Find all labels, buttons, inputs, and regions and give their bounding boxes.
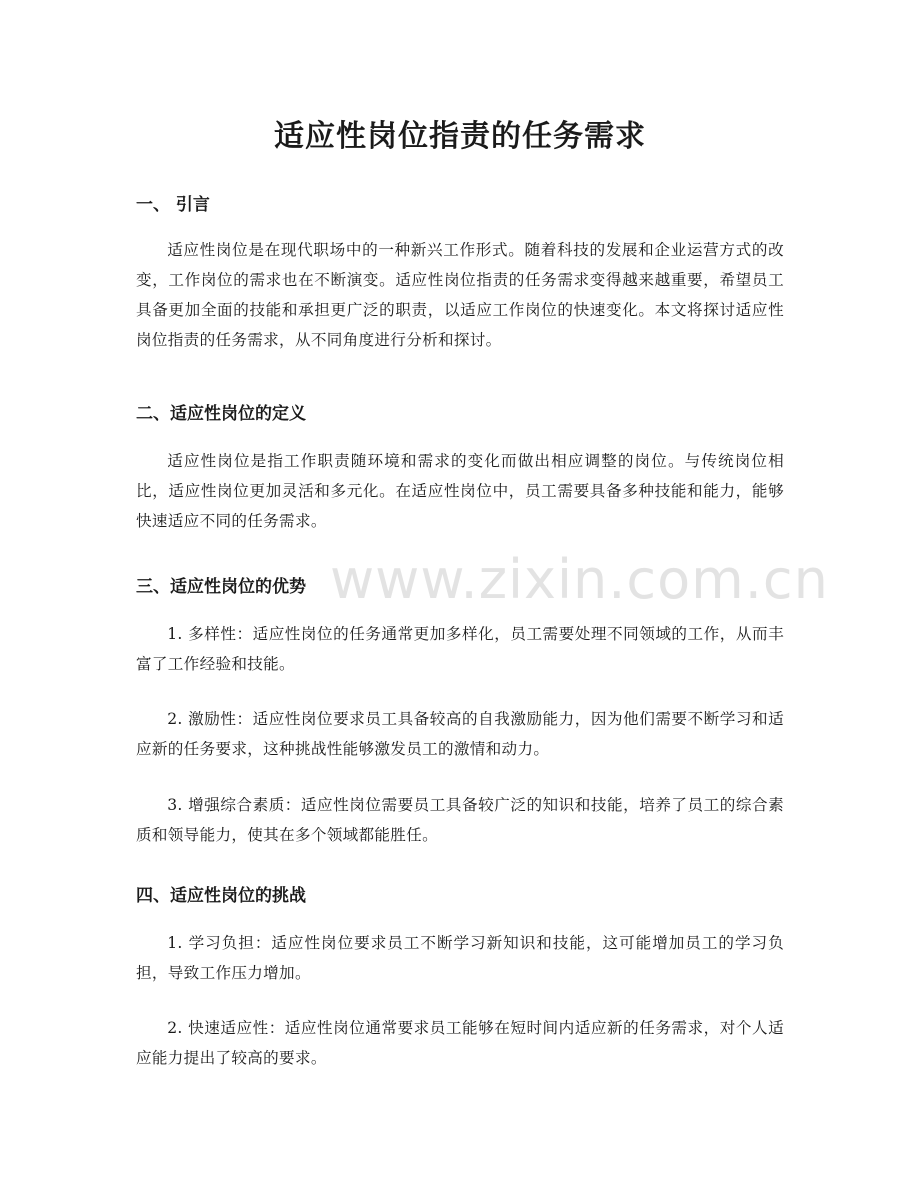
watermark: www.zixin.com.cn bbox=[330, 548, 829, 611]
paragraph-introduction: 适应性岗位是在现代职场中的一种新兴工作形式。随着科技的发展和企业运营方式的改变，工作岗位的需求也在不断演变。适应性岗位指责的任务需求变得越来越重要，希望员工具备更加全面的技能和承担更广泛的职责，以适应工作岗位的快速变化。本文将探讨适应性岗位指责的任务需求，从不同角度进行分析和探讨。 bbox=[136, 241, 784, 349]
list-item-advantage-1: 1. 多样性：适应性岗位的任务通常更加多样化，员工需要处理不同领域的工作，从而丰富了工作经验和技能。 bbox=[136, 625, 784, 673]
section-heading-definition: 二、适应性岗位的定义 bbox=[136, 404, 306, 424]
section-heading-advantages: 三、适应性岗位的优势 bbox=[136, 577, 306, 597]
document-title: 适应性岗位指责的任务需求 bbox=[274, 119, 646, 154]
list-item-advantage-2: 2. 激励性：适应性岗位要求员工具备较高的自我激励能力，因为他们需要不断学习和适应新的任务要求，这种挑战性能够激发员工的激情和动力。 bbox=[136, 710, 784, 758]
list-item-advantage-3: 3. 增强综合素质：适应性岗位需要员工具备较广泛的知识和技能，培养了员工的综合素质和领导能力，使其在多个领域都能胜任。 bbox=[136, 796, 784, 844]
section-heading-introduction: 一、 引言 bbox=[136, 195, 210, 215]
list-item-challenge-2: 2. 快速适应性：适应性岗位通常要求员工能够在短时间内适应新的任务需求，对个人适应能力提出了较高的要求。 bbox=[136, 1019, 784, 1067]
list-item-challenge-1: 1. 学习负担：适应性岗位要求员工不断学习新知识和技能，这可能增加员工的学习负担，导致工作压力增加。 bbox=[136, 934, 784, 982]
paragraph-definition: 适应性岗位是指工作职责随环境和需求的变化而做出相应调整的岗位。与传统岗位相比，适应性岗位更加灵活和多元化。在适应性岗位中，员工需要具备多种技能和能力，能够快速适应不同的任务需求。 bbox=[136, 452, 784, 530]
section-heading-challenges: 四、适应性岗位的挑战 bbox=[136, 886, 306, 906]
